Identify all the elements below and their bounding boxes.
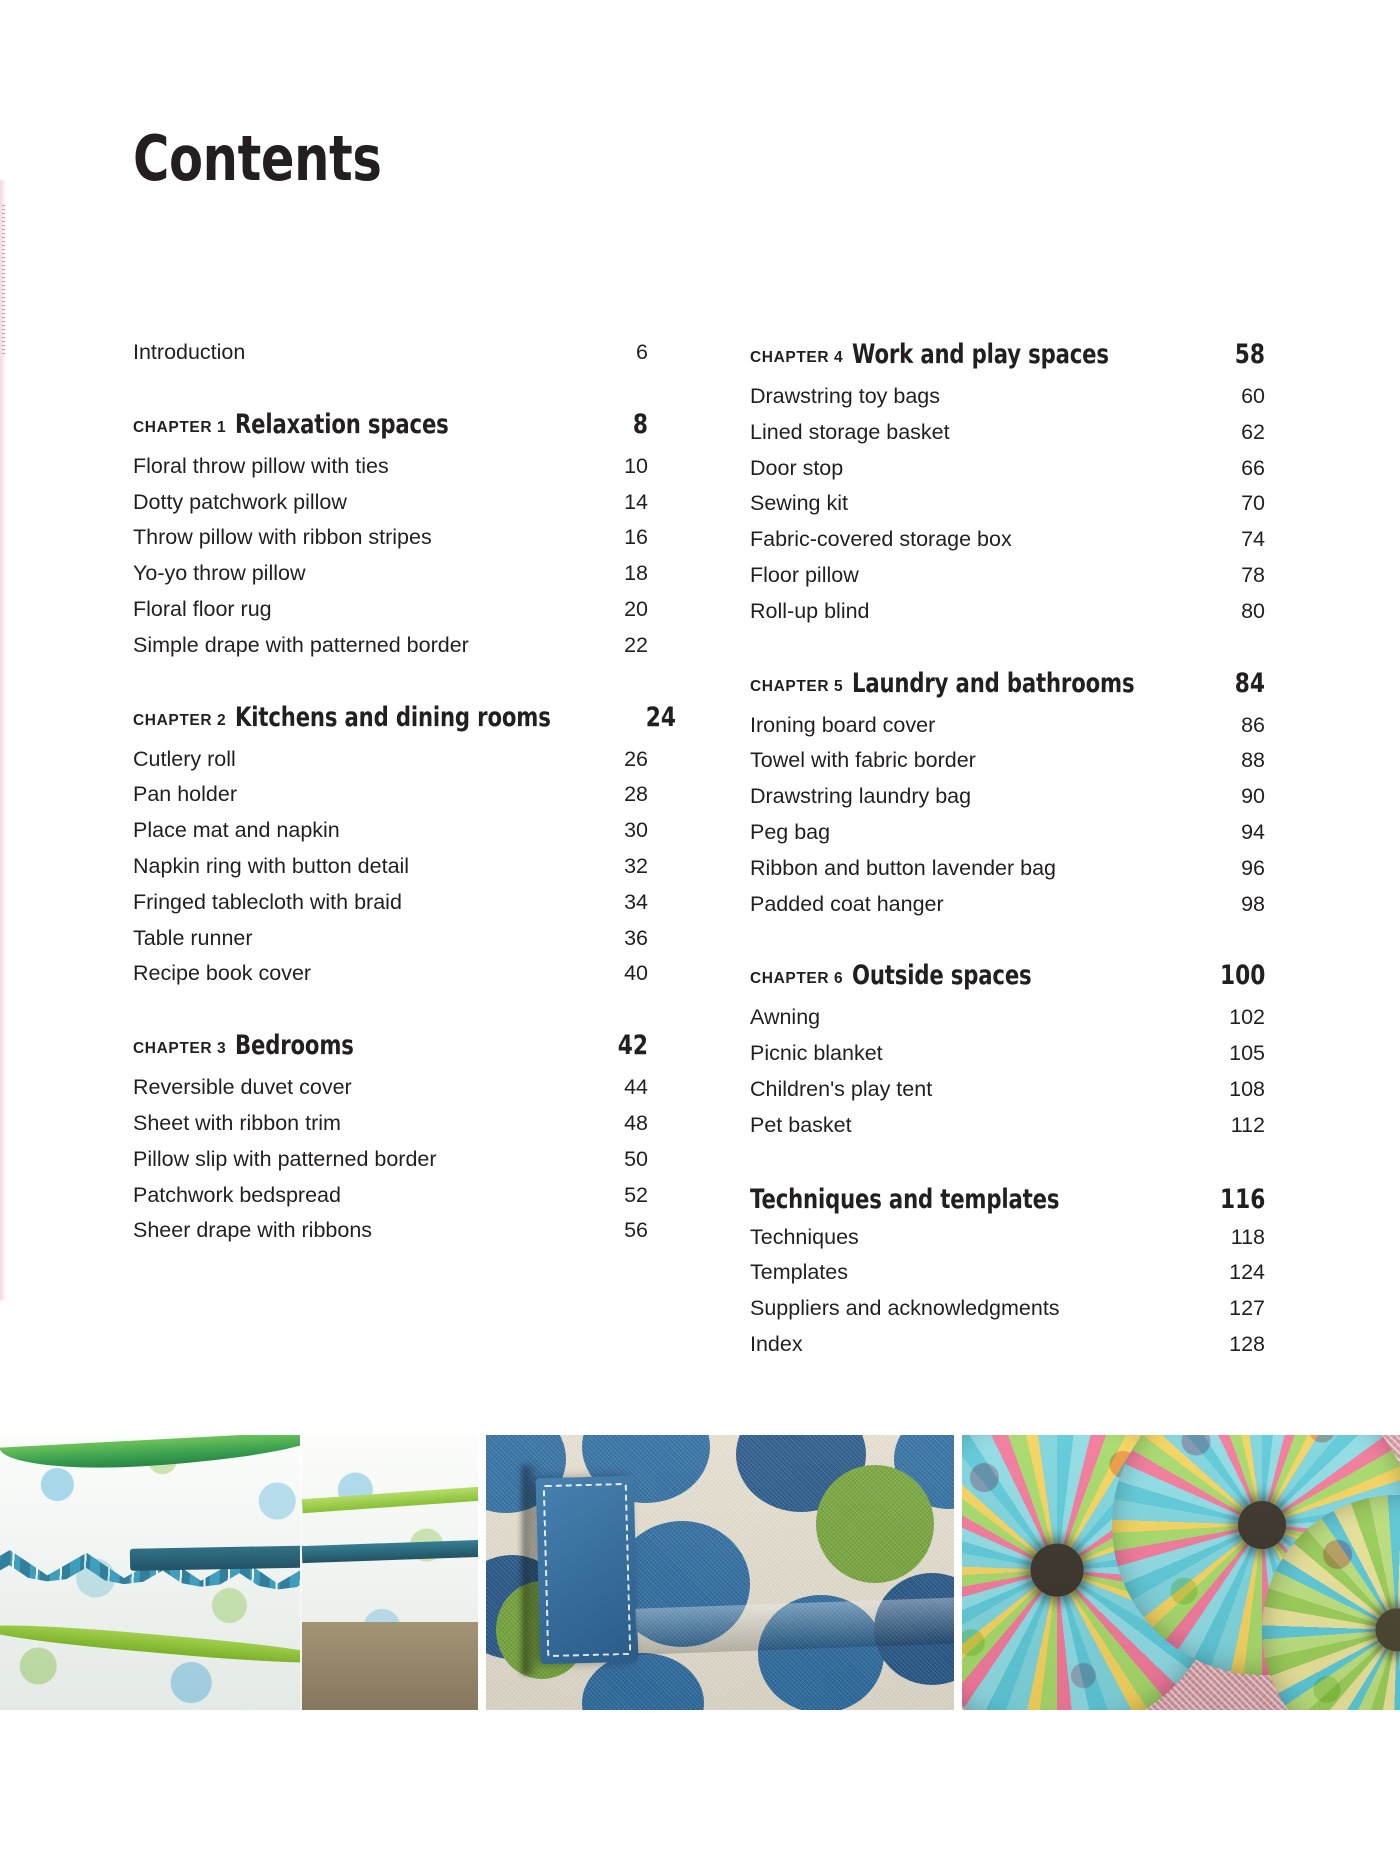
toc-entry-label: Suppliers and acknowledgments (750, 1296, 1060, 1321)
toc-entry[interactable] (133, 1142, 648, 1178)
toc-entry-page: 98 (1241, 891, 1265, 916)
chapter-heading-1[interactable] (133, 405, 648, 449)
toc-entry-page: 90 (1241, 784, 1265, 809)
chapter-title: Work and play spaces (852, 339, 1110, 370)
section-heading-left (750, 1180, 1137, 1220)
toc-entry[interactable] (750, 1000, 1265, 1036)
chapter-title: Relaxation spaces (235, 408, 449, 440)
toc-entry[interactable] (750, 1036, 1265, 1072)
chapter-heading-left (750, 956, 1077, 1000)
toc-entry-page: 94 (1241, 819, 1265, 844)
stitched-fabric-tab (536, 1476, 639, 1665)
toc-entry[interactable] (133, 628, 648, 664)
toc-entry[interactable] (133, 1106, 648, 1142)
toc-entry[interactable] (133, 885, 648, 921)
toc-entry-page: 52 (624, 1182, 648, 1207)
page-title: Contents (133, 122, 382, 195)
toc-entry-page: 56 (624, 1218, 648, 1243)
toc-entry-page: 30 (624, 818, 648, 843)
chapter-page: 84 (1234, 667, 1265, 699)
chapter-title: Kitchens and dining rooms (235, 701, 551, 733)
chapter-page: 42 (617, 1030, 648, 1062)
toc-entry[interactable] (133, 742, 648, 778)
toc-entry[interactable] (133, 1213, 648, 1249)
chapter-heading-6[interactable] (750, 956, 1265, 1000)
tan-background-surface (302, 1622, 478, 1710)
chapter-page: 100 (1219, 960, 1265, 992)
toc-entry[interactable] (750, 708, 1265, 744)
chapter-heading-left (750, 664, 1205, 708)
chapter-title: Outside spaces (852, 960, 1032, 992)
toc-entry[interactable] (750, 1108, 1265, 1144)
chapter-page: 24 (645, 701, 676, 733)
chapter-heading-5[interactable] (750, 664, 1265, 708)
toc-entry[interactable] (750, 1072, 1265, 1108)
toc-entry-label: Padded coat hanger (750, 891, 944, 916)
lime-band-secondary (302, 1487, 478, 1513)
toc-entry[interactable] (750, 558, 1265, 594)
toc-entry-label: Recipe book cover (133, 961, 312, 986)
toc-entry[interactable] (750, 887, 1265, 923)
toc-entry[interactable] (750, 851, 1265, 887)
toc-entry-label: Yo-yo throw pillow (133, 561, 306, 586)
toc-entry-page: 80 (1241, 598, 1265, 623)
toc-entry-page: 62 (1241, 419, 1265, 444)
toc-entry[interactable] (750, 594, 1265, 630)
toc-entry[interactable] (750, 379, 1265, 415)
toc-columns (133, 335, 1266, 1363)
toc-entry-page: 36 (624, 925, 648, 950)
toc-entry-page: 16 (624, 525, 648, 550)
chapter-page: 58 (1234, 339, 1265, 370)
photo-floral-yoyo-rosettes (962, 1435, 1400, 1710)
toc-entry[interactable] (133, 849, 648, 885)
spacer (133, 664, 648, 698)
section-page: 116 (1219, 1183, 1265, 1215)
toc-entry-page: 66 (1241, 455, 1265, 480)
toc-entry-label: Floral throw pillow with ties (133, 453, 389, 478)
toc-entry-label: Patchwork bedspread (133, 1182, 341, 1207)
chapter-kicker: CHAPTER 3 (133, 1040, 227, 1058)
toc-entry-page: 20 (624, 596, 648, 621)
chapter-heading-left (133, 698, 630, 742)
chapter-heading-left (133, 405, 502, 449)
toc-entry[interactable] (133, 921, 648, 957)
toc-entry-label: Sheer drape with ribbons (133, 1218, 373, 1243)
adjacent-fabric-panel (300, 1435, 478, 1710)
toc-entry-label: Floor pillow (750, 562, 859, 587)
toc-entry-page: 40 (624, 961, 648, 986)
toc-entry-page: 26 (624, 746, 648, 771)
toc-entry[interactable] (133, 449, 648, 485)
chapter-kicker: CHAPTER 1 (133, 418, 227, 436)
toc-entry[interactable] (750, 1327, 1265, 1363)
toc-entry-label: Pan holder (133, 782, 237, 807)
chapter-kicker: CHAPTER 2 (133, 711, 227, 729)
spacer (133, 992, 648, 1026)
toc-entry[interactable] (133, 520, 648, 556)
toc-entry[interactable] (750, 743, 1265, 779)
toc-entry-label: Table runner (133, 925, 253, 950)
toc-entry-page: 124 (1229, 1260, 1265, 1285)
toc-entry-label: Pet basket (750, 1112, 852, 1137)
toc-entry[interactable] (750, 1255, 1265, 1291)
toc-entry-label: Lined storage basket (750, 419, 950, 444)
toc-entry-label: Door stop (750, 455, 844, 480)
chapter-kicker: CHAPTER 4 (750, 349, 844, 366)
toc-entry-page: 102 (1229, 1005, 1265, 1030)
spacer (750, 1144, 1265, 1180)
toc-entry-page: 108 (1229, 1076, 1265, 1101)
toc-entry-page: 14 (624, 489, 648, 514)
toc-entry[interactable] (133, 1070, 648, 1106)
toc-entry-page: 22 (624, 632, 648, 657)
toc-entry-label: Pillow slip with patterned border (133, 1146, 437, 1171)
toc-entry-label: Simple drape with patterned border (133, 632, 469, 657)
toc-entry-label: Fringed tablecloth with braid (133, 889, 402, 914)
toc-entry[interactable] (750, 486, 1265, 522)
toc-entry-label: Floral floor rug (133, 596, 272, 621)
toc-entry[interactable] (750, 1220, 1265, 1256)
left-column (133, 335, 676, 1363)
toc-entry-page: 74 (1241, 527, 1265, 552)
section-title: Techniques and templates (750, 1183, 1060, 1215)
toc-entry-label: Place mat and napkin (133, 818, 340, 843)
toc-entry-page: 96 (1241, 855, 1265, 880)
photo-strip (0, 1435, 1400, 1710)
binding-speckle-artifact (2, 205, 5, 355)
toc-entry[interactable] (133, 1178, 648, 1214)
toc-entry-introduction[interactable] (133, 335, 648, 371)
toc-entry-label: Roll-up blind (750, 598, 870, 623)
toc-entry-label: Techniques (750, 1224, 859, 1249)
toc-entry-page: 128 (1229, 1331, 1265, 1356)
toc-entry-page: 60 (1241, 384, 1265, 408)
toc-entry-label: Napkin ring with button detail (133, 853, 410, 878)
toc-entry-page: 86 (1241, 712, 1265, 737)
toc-entry-page: 10 (624, 453, 648, 478)
toc-entry-label: Fabric-covered storage box (750, 527, 1012, 552)
chapter-heading-3[interactable] (133, 1026, 648, 1070)
toc-entry-page: 18 (624, 561, 648, 586)
toc-entry-label: Dotty patchwork pillow (133, 489, 347, 514)
photo-polka-dot-canvas-with-stitched-tab (486, 1435, 954, 1710)
chapter-kicker: CHAPTER 5 (750, 677, 844, 695)
toc-entry-label: Drawstring laundry bag (750, 784, 972, 809)
toc-entry-page: 88 (1241, 748, 1265, 773)
toc-entry-label: Awning (750, 1005, 821, 1030)
toc-entry-page: 105 (1229, 1041, 1265, 1066)
toc-entry-page: 112 (1230, 1112, 1265, 1137)
toc-entry-page: 32 (624, 853, 648, 878)
toc-entry-label: Throw pillow with ribbon stripes (133, 525, 432, 550)
toc-entry-label: Picnic blanket (750, 1041, 883, 1066)
toc-entry-page: 44 (624, 1075, 648, 1100)
toc-entry-page: 28 (624, 782, 648, 807)
toc-entry[interactable] (750, 815, 1265, 851)
toc-entry-label: Introduction (133, 340, 246, 364)
chapter-heading-left (750, 335, 1173, 379)
toc-entry[interactable] (750, 522, 1265, 558)
toc-entry[interactable] (750, 451, 1265, 487)
toc-entry-page: 78 (1241, 562, 1265, 587)
toc-entry-page: 118 (1230, 1224, 1265, 1249)
toc-entry-page: 6 (636, 340, 648, 364)
toc-entry-page: 127 (1229, 1296, 1265, 1321)
chapter-kicker: CHAPTER 6 (750, 970, 844, 988)
toc-entry-label: Reversible duvet cover (133, 1075, 352, 1100)
toc-entry-label: Sheet with ribbon trim (133, 1110, 341, 1135)
spacer (750, 630, 1265, 664)
teal-band-secondary (302, 1540, 478, 1563)
toc-entry-label: Peg bag (750, 819, 831, 844)
chapter-title: Laundry and bathrooms (852, 667, 1135, 699)
right-column (750, 335, 1265, 1363)
toc-entry[interactable] (133, 592, 648, 628)
section-heading-techniques-and-templates[interactable] (750, 1180, 1265, 1220)
toc-entry-label: Cutlery roll (133, 746, 236, 771)
toc-entry-label: Index (750, 1331, 803, 1356)
photo-floral-fabric-with-ricrac-trim (0, 1435, 478, 1710)
toc-entry-page: 50 (624, 1146, 648, 1171)
toc-entry[interactable] (133, 956, 648, 992)
chapter-page: 8 (632, 408, 648, 440)
chapter-heading-4[interactable] (750, 335, 1265, 379)
green-dot (816, 1465, 934, 1583)
toc-entry-page: 70 (1241, 491, 1265, 516)
toc-entry-label: Towel with fabric border (750, 748, 976, 773)
chapter-heading-2[interactable] (133, 698, 676, 742)
spacer (133, 371, 648, 405)
toc-entry-label: Sewing kit (750, 491, 848, 516)
toc-entry[interactable] (750, 415, 1265, 451)
toc-entry-label: Drawstring toy bags (750, 384, 940, 408)
chapter-heading-left (133, 1026, 384, 1070)
toc-entry[interactable] (133, 485, 648, 521)
toc-entry[interactable] (750, 1291, 1265, 1327)
toc-entry[interactable] (133, 813, 648, 849)
toc-entry-label: Children's play tent (750, 1076, 933, 1101)
toc-entry[interactable] (750, 779, 1265, 815)
toc-entry[interactable] (133, 777, 648, 813)
chapter-title: Bedrooms (235, 1030, 354, 1062)
toc-entry-page: 34 (624, 889, 648, 914)
toc-entry-page: 48 (624, 1110, 648, 1135)
toc-entry-label: Ribbon and button lavender bag (750, 855, 1057, 880)
toc-entry[interactable] (133, 556, 648, 592)
toc-entry-label: Ironing board cover (750, 712, 936, 737)
spacer (750, 922, 1265, 956)
toc-entry-label: Templates (750, 1260, 848, 1285)
